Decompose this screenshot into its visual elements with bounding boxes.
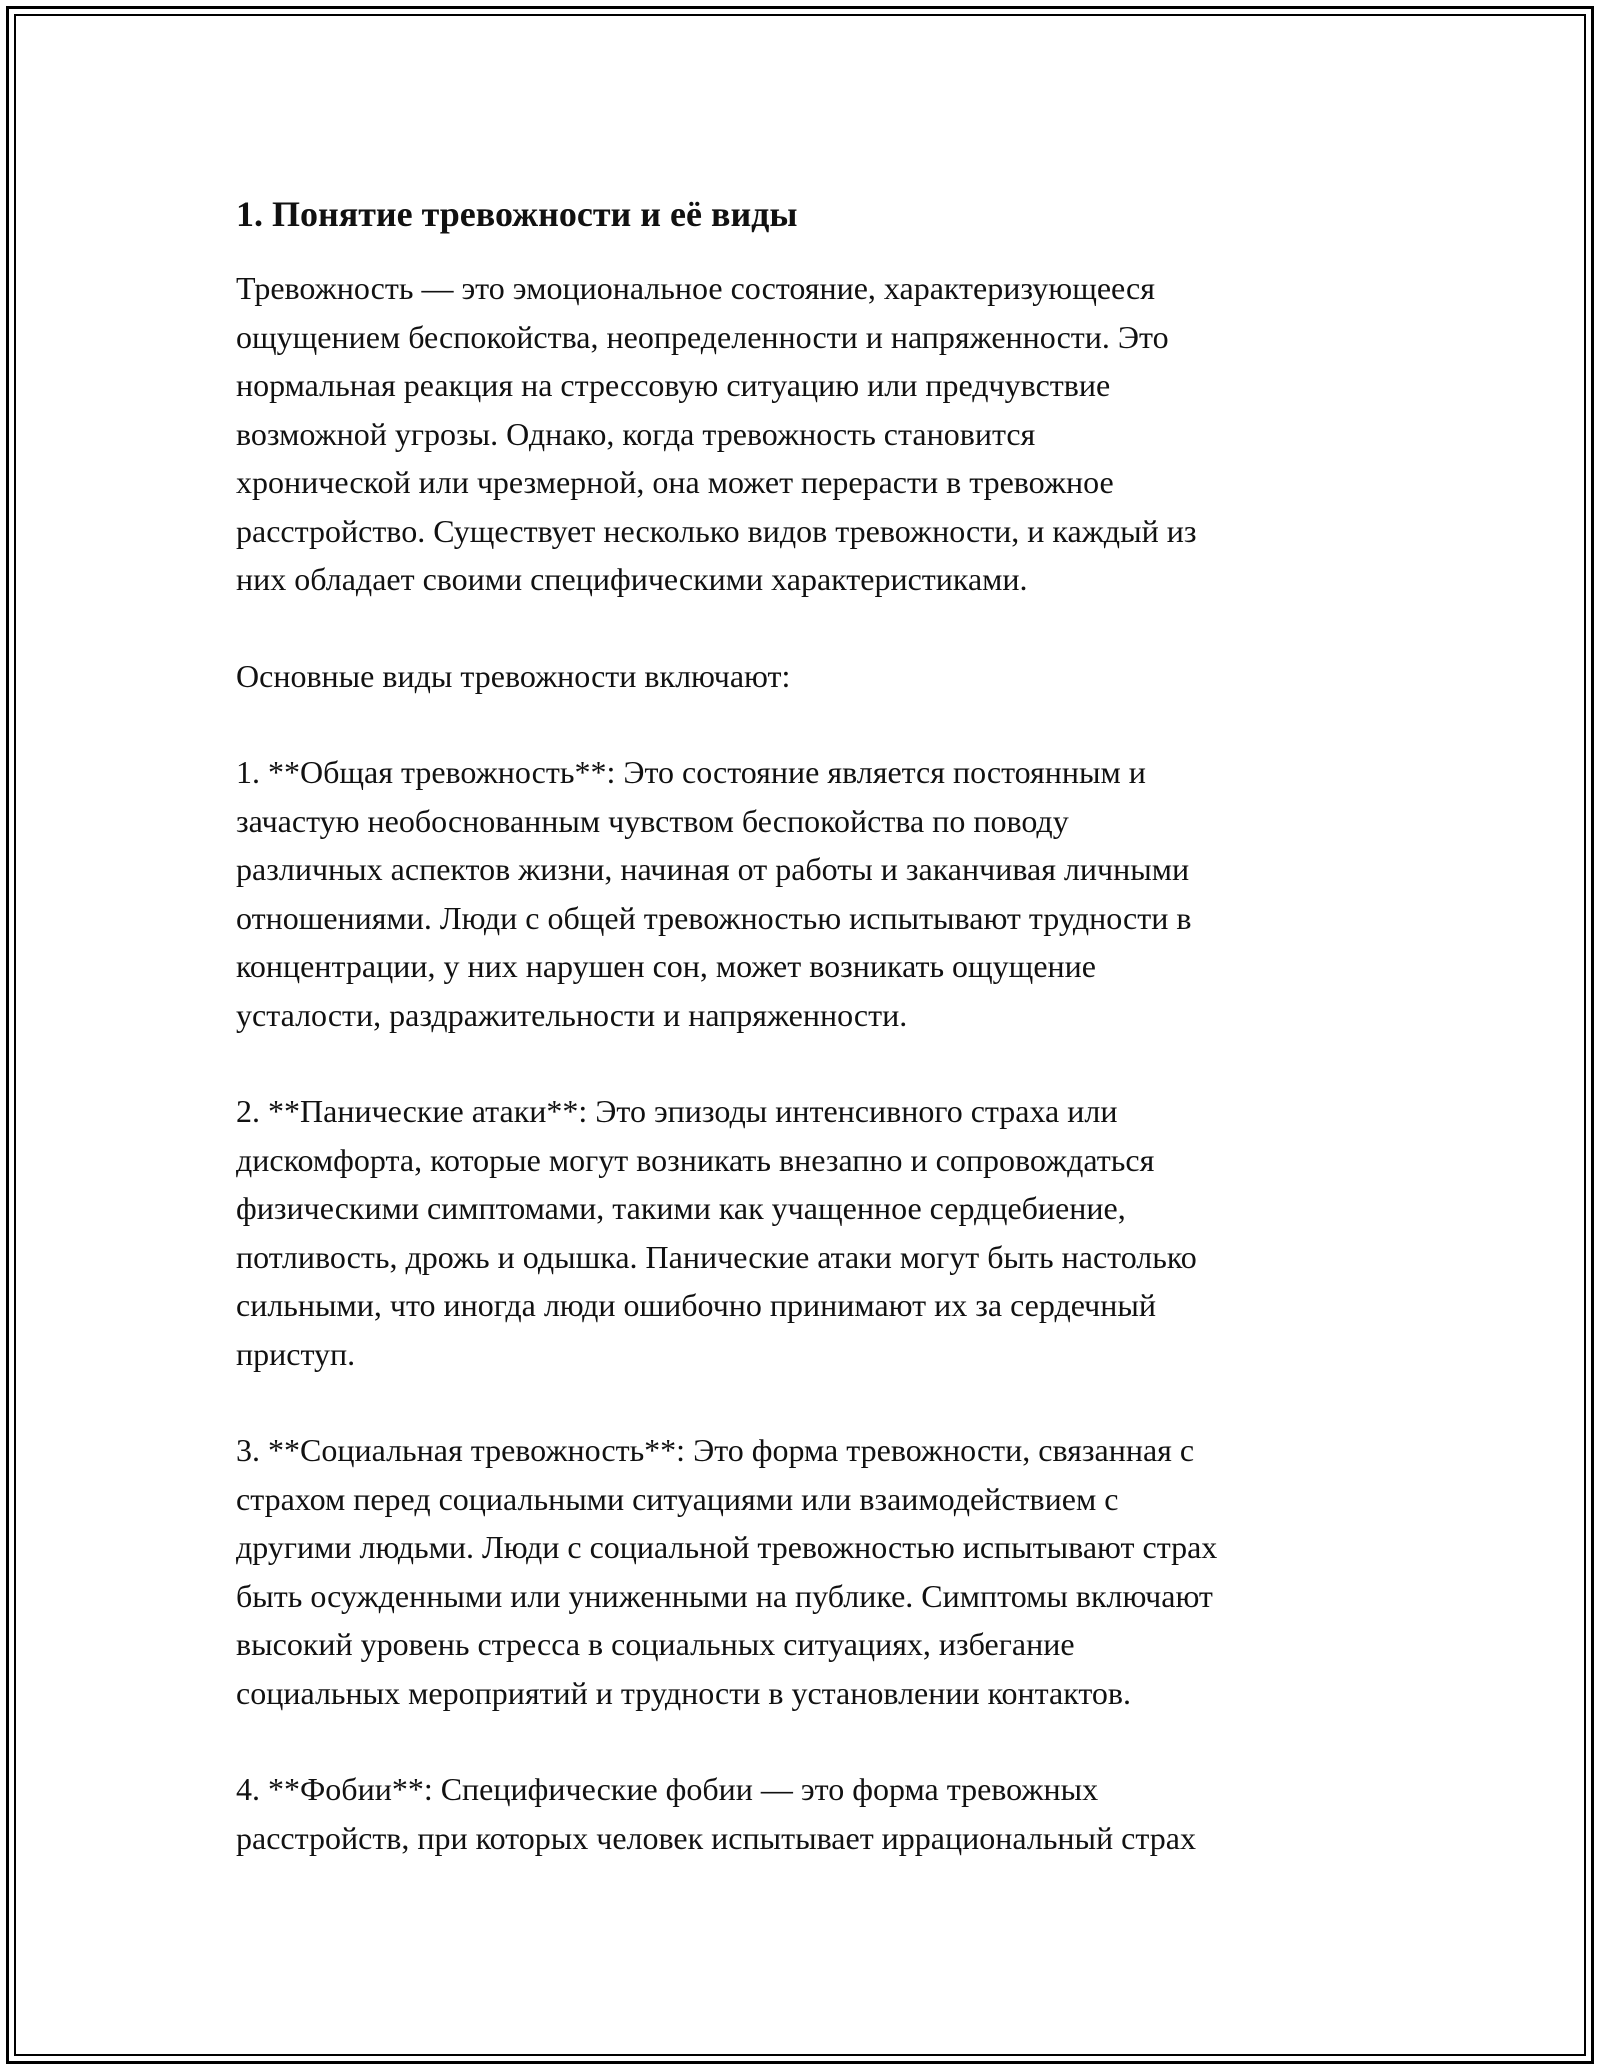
paragraph-intro: Тревожность — это эмоциональное состояние, характеризующееся ощущением беспокойства, неопределенности и напряженности. Это нормальная реакция на стрессовую ситуацию или предчувствие возможной угрозы. Однако, когда тревожность становится хронической или чрезмерной, она может перерасти в тревожное расстройство. Существует несколько видов тревожности, и каждый из них обладает своими специфическими характеристиками. [236,270,1197,597]
paragraph-general-anxiety: 1. **Общая тревожность**: Это состояние является постоянным и зачастую необоснованным чувством беспокойства по поводу различных аспектов жизни, начиная от работы и заканчивая личными отношениями. Люди с общей тревожностью испытывают трудности в концентрации, у них нарушен сон, может возникать ощущение усталости, раздражительности и напряженности. [236,754,1192,1033]
paragraph-panic-attacks: 2. **Панические атаки**: Это эпизоды интенсивного страха или дискомфорта, которые могут возникать внезапно и сопровождаться физическими симптомами, такими как учащенное сердцебиение, потливость, дрожь и одышка. Панические атаки могут быть настолько сильными, что иногда люди ошибочно принимают их за сердечный приступ. [236,1093,1197,1372]
paragraph-social-anxiety: 3. **Социальная тревожность**: Это форма тревожности, связанная с страхом перед социальными ситуациями или взаимодействием с другими людьми. Люди с социальной тревожностью испытывают страх быть осужденными или униженными на публике. Симптомы включают высокий уровень стресса в социальных ситуациях, избегание социальных мероприятий и трудности в установлении контактов. [236,1432,1218,1711]
paragraph-types-lead: Основные виды тревожности включают: [236,657,791,694]
paragraph-phobias: 4. **Фобии**: Специфические фобии — это форма тревожных расстройств, при которых человек испытывает иррациональный страх [236,1771,1196,1856]
section-heading: 1. Понятие тревожности и её виды [236,194,798,234]
document-body [236,190,1406,1910]
